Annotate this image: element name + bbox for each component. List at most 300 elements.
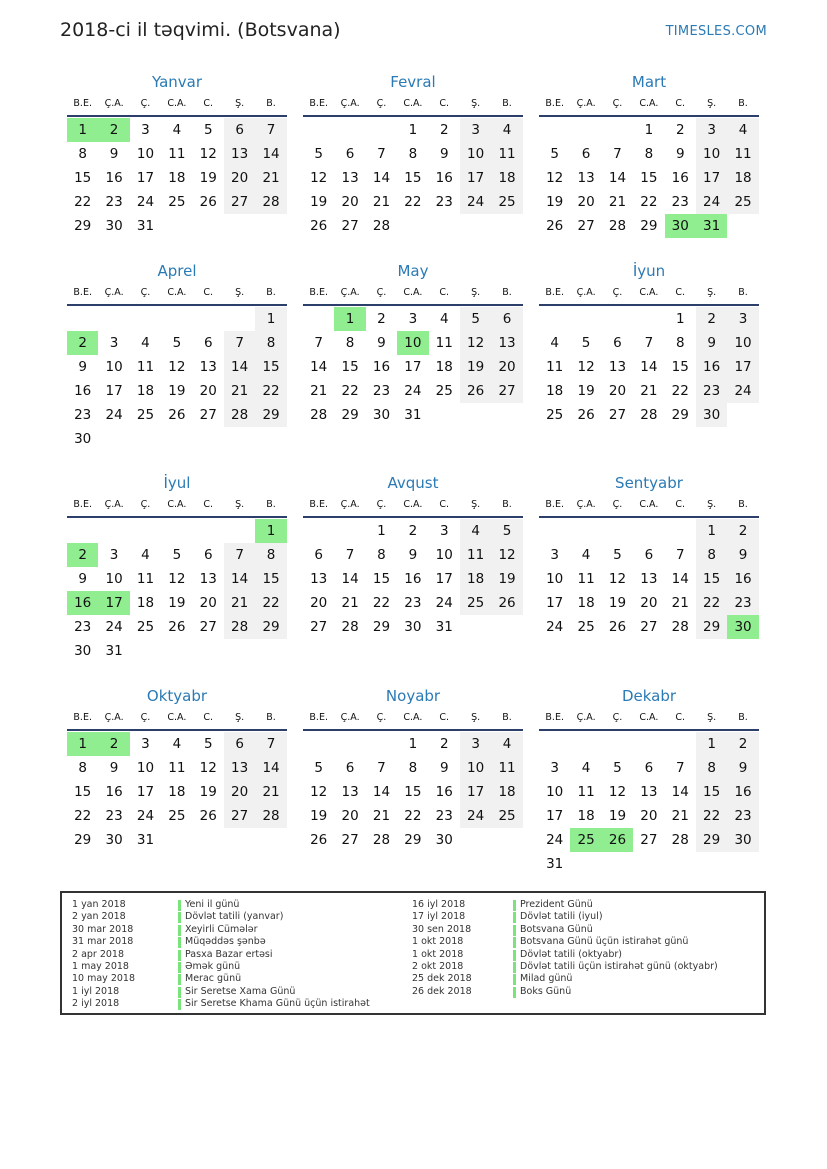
day-cell: 28	[671, 619, 689, 635]
empty-cell	[303, 732, 334, 756]
day-cell: 13	[199, 571, 217, 587]
day-cell: 9	[675, 146, 685, 162]
legend-date: 25 dek 2018	[412, 973, 472, 985]
weekday-label: Ç.A.	[576, 98, 596, 109]
legend-holiday-name: Əmək günü	[185, 960, 241, 972]
day-cell: 21	[671, 808, 689, 824]
week-row	[303, 591, 523, 615]
legend-marker	[513, 987, 516, 998]
day-cell: 15	[372, 571, 391, 587]
empty-cell	[460, 828, 491, 852]
day-cell: 19	[310, 808, 328, 824]
day-cell: 21	[255, 166, 286, 190]
day-cell: 17	[105, 383, 123, 399]
empty-cell	[491, 828, 522, 852]
weekday-header	[303, 286, 523, 306]
day-cell: 13	[224, 756, 255, 780]
day-cell: 1	[334, 307, 365, 331]
day-cell: 7	[314, 335, 323, 351]
empty-cell	[255, 828, 286, 852]
week-row	[67, 828, 287, 852]
empty-cell	[161, 639, 192, 663]
day-cell: 12	[460, 331, 491, 355]
weekday-label: Ç.A.	[576, 712, 596, 723]
day-cell: 2	[696, 307, 727, 331]
day-cell: 12	[168, 359, 186, 375]
day-cell: 18	[460, 567, 491, 591]
day-cell: 15	[696, 780, 727, 804]
day-cell: 27	[577, 218, 595, 234]
weekday-label: C.	[439, 287, 450, 298]
day-cell: 19	[199, 170, 217, 186]
legend-holiday-name: Xeyirli Cümələr	[185, 923, 258, 935]
day-cell: 11	[460, 543, 491, 567]
day-cell: 9	[408, 547, 418, 563]
weekday-label: C.A.	[639, 287, 659, 298]
legend-marker	[513, 937, 516, 948]
day-cell: 27	[640, 832, 658, 848]
day-cell: 11	[546, 359, 564, 375]
day-cell: 3	[460, 732, 491, 756]
day-cell: 7	[345, 547, 355, 563]
day-cell: 21	[341, 595, 359, 611]
week-row	[539, 567, 759, 591]
week-row	[67, 379, 287, 403]
weekday-label: Ç.	[140, 712, 151, 723]
empty-cell	[224, 214, 255, 238]
day-cell: 4	[581, 547, 591, 563]
legend-holiday-name: Milad günü	[520, 973, 573, 985]
day-cell: 4	[550, 335, 559, 351]
week-row	[539, 804, 759, 828]
weekday-label: C.	[439, 98, 450, 109]
day-cell: 11	[136, 571, 155, 587]
day-cell: 1	[67, 118, 98, 142]
day-cell: 1	[255, 307, 286, 331]
day-cell: 14	[671, 784, 689, 800]
month-name: Fevral	[390, 73, 436, 91]
week-row	[303, 214, 523, 238]
legend-holiday-name: Sir Seretse Khama Günü üçün istirahət	[185, 998, 370, 1010]
day-cell: 8	[377, 547, 386, 563]
holiday-legend	[60, 891, 766, 1015]
day-cell: 29	[640, 218, 658, 234]
day-cell: 25	[577, 619, 595, 635]
empty-cell	[130, 519, 161, 543]
day-cell: 23	[74, 407, 92, 423]
weekday-header	[539, 498, 759, 518]
legend-holiday-name: Dövlət tatili üçün istirahət günü (oktyabr)	[520, 960, 718, 972]
weekday-label: C.A.	[639, 712, 659, 723]
weekday-label: Ş.	[707, 287, 717, 298]
day-cell: 11	[491, 756, 522, 780]
month-block	[539, 72, 759, 238]
weekday-label: B.	[502, 499, 512, 510]
weekday-label: Ç.	[376, 499, 387, 510]
day-cell: 5	[172, 335, 182, 351]
empty-cell	[193, 639, 224, 663]
day-cell: 23	[671, 194, 689, 210]
day-cell: 20	[224, 166, 255, 190]
weekday-label: B.E.	[73, 287, 92, 298]
month-name: Avqust	[387, 474, 439, 492]
weekday-label: Ç.	[612, 287, 623, 298]
day-cell: 16	[727, 780, 758, 804]
day-cell: 12	[608, 784, 627, 800]
weekday-label: Ç.A.	[340, 712, 360, 723]
empty-cell	[224, 307, 255, 331]
empty-cell	[665, 732, 696, 756]
week-row	[303, 780, 523, 804]
weekday-label: B.E.	[309, 712, 328, 723]
day-cell: 6	[203, 547, 213, 563]
day-cell: 4	[491, 118, 522, 142]
day-cell: 17	[136, 784, 155, 800]
weekday-label: Ç.	[376, 98, 387, 109]
empty-cell	[602, 519, 633, 543]
day-cell: 31	[136, 218, 155, 234]
day-cell: 29	[341, 407, 359, 423]
empty-cell	[570, 732, 601, 756]
day-cell: 30	[74, 431, 92, 447]
day-cell: 21	[310, 383, 328, 399]
day-cell: 8	[408, 760, 418, 776]
day-cell: 14	[341, 571, 359, 587]
day-cell: 10	[546, 784, 564, 800]
day-cell: 6	[345, 146, 355, 162]
day-cell: 23	[404, 595, 422, 611]
day-cell: 2	[67, 331, 98, 355]
day-cell: 19	[608, 808, 627, 824]
day-cell: 28	[255, 190, 286, 214]
week-row	[539, 355, 759, 379]
day-cell: 6	[644, 547, 654, 563]
legend-marker	[513, 974, 516, 985]
weekday-label: Ş.	[707, 712, 717, 723]
day-cell: 12	[608, 571, 627, 587]
empty-cell	[67, 307, 98, 331]
day-cell: 23	[727, 804, 758, 828]
day-cell: 7	[224, 331, 255, 355]
empty-cell	[727, 852, 758, 876]
weekday-label: B.E.	[545, 98, 564, 109]
day-cell: 31	[546, 856, 564, 872]
month-block	[303, 72, 523, 238]
weekday-label: Ç.	[376, 287, 387, 298]
day-cell: 29	[696, 828, 727, 852]
day-cell: 28	[255, 804, 286, 828]
legend-date: 1 okt 2018	[412, 936, 464, 948]
day-cell: 15	[255, 355, 286, 379]
day-cell: 16	[671, 170, 689, 186]
day-cell: 29	[372, 619, 391, 635]
day-cell: 10	[727, 331, 758, 355]
legend-item	[72, 924, 402, 936]
week-row	[67, 615, 287, 639]
empty-cell	[161, 427, 192, 451]
day-cell: 5	[314, 760, 323, 776]
day-cell: 15	[74, 784, 92, 800]
day-cell: 17	[435, 571, 453, 587]
weekday-label: Ç.	[140, 499, 151, 510]
day-cell: 4	[727, 118, 758, 142]
month-block	[67, 473, 287, 663]
empty-cell	[633, 307, 664, 331]
day-cell: 16	[404, 571, 422, 587]
day-cell: 6	[644, 760, 654, 776]
day-cell: 19	[168, 595, 186, 611]
day-cell: 15	[74, 170, 92, 186]
empty-cell	[429, 403, 460, 427]
day-cell: 29	[696, 615, 727, 639]
day-cell: 8	[675, 335, 685, 351]
day-cell: 2	[439, 736, 449, 752]
week-row	[67, 639, 287, 663]
empty-cell	[161, 519, 192, 543]
week-row	[539, 118, 759, 142]
empty-cell	[130, 307, 161, 331]
day-cell: 2	[408, 523, 418, 539]
day-cell: 27	[310, 619, 328, 635]
empty-cell	[727, 214, 758, 238]
week-row	[303, 543, 523, 567]
weekday-label: Ş.	[471, 712, 481, 723]
day-cell: 6	[203, 335, 213, 351]
day-cell: 17	[727, 355, 758, 379]
day-cell: 11	[168, 760, 186, 776]
legend-holiday-name: Yeni il günü	[185, 899, 240, 910]
day-cell: 26	[310, 218, 328, 234]
day-cell: 28	[640, 407, 658, 423]
day-cell: 20	[640, 595, 658, 611]
day-cell: 6	[314, 547, 323, 563]
day-cell: 20	[199, 383, 217, 399]
day-cell: 9	[727, 756, 758, 780]
day-cell: 24	[546, 832, 564, 848]
day-cell: 2	[98, 118, 129, 142]
brand-link[interactable]: TIMESLES.COM	[665, 24, 767, 39]
empty-cell	[130, 427, 161, 451]
day-cell: 27	[491, 379, 522, 403]
legend-marker	[178, 987, 181, 998]
month-block	[67, 72, 287, 238]
day-cell: 3	[696, 118, 727, 142]
week-row	[539, 403, 759, 427]
empty-cell	[98, 427, 129, 451]
weekday-label: Ç.	[612, 98, 623, 109]
day-cell: 4	[491, 732, 522, 756]
day-cell: 31	[136, 832, 155, 848]
weekday-label: C.	[439, 499, 450, 510]
day-cell: 21	[224, 591, 255, 615]
weekday-label: C.	[675, 287, 686, 298]
day-cell: 17	[696, 166, 727, 190]
day-cell: 26	[199, 194, 217, 210]
day-cell: 25	[168, 194, 186, 210]
day-cell: 31	[696, 214, 727, 238]
empty-cell	[491, 615, 522, 639]
legend-marker	[178, 962, 181, 973]
day-cell: 26	[168, 619, 186, 635]
weekday-label: B.	[266, 98, 276, 109]
day-cell: 27	[341, 832, 359, 848]
day-cell: 25	[460, 591, 491, 615]
day-cell: 10	[696, 142, 727, 166]
weekday-label: Ç.A.	[340, 499, 360, 510]
weekday-label: Ç.A.	[104, 499, 124, 510]
weekday-label: Ç.	[140, 98, 151, 109]
weekday-label: Ç.	[140, 287, 151, 298]
empty-cell	[539, 118, 570, 142]
weekday-label: B.E.	[73, 712, 92, 723]
day-cell: 24	[727, 379, 758, 403]
weekday-label: Ç.A.	[104, 712, 124, 723]
day-cell: 17	[98, 591, 129, 615]
day-cell: 6	[224, 118, 255, 142]
day-cell: 15	[404, 170, 422, 186]
day-cell: 28	[341, 619, 359, 635]
day-cell: 25	[570, 828, 601, 852]
page-title: 2018-ci il təqvimi. (Botsvana)	[60, 19, 341, 41]
weekday-label: C.	[203, 287, 214, 298]
day-cell: 8	[408, 146, 418, 162]
day-cell: 15	[404, 784, 422, 800]
day-cell: 11	[577, 571, 595, 587]
day-cell: 19	[577, 383, 595, 399]
legend-date: 1 yan 2018	[72, 899, 126, 910]
legend-item	[412, 973, 762, 985]
day-cell: 2	[727, 732, 758, 756]
day-cell: 29	[255, 615, 286, 639]
day-cell: 28	[372, 832, 391, 848]
day-cell: 22	[696, 804, 727, 828]
day-cell: 20	[640, 808, 658, 824]
week-row	[67, 567, 287, 591]
empty-cell	[193, 214, 224, 238]
day-cell: 28	[608, 218, 627, 234]
day-cell: 4	[141, 335, 150, 351]
empty-cell	[130, 639, 161, 663]
legend-item	[412, 924, 762, 936]
empty-cell	[224, 639, 255, 663]
empty-cell	[429, 214, 460, 238]
day-cell: 14	[608, 170, 627, 186]
day-cell: 26	[460, 379, 491, 403]
day-cell: 30	[372, 407, 391, 423]
legend-marker	[178, 999, 181, 1010]
month-name: Noyabr	[385, 687, 441, 705]
weekday-label: B.E.	[309, 287, 328, 298]
empty-cell	[366, 118, 397, 142]
weekday-label: Ç.A.	[104, 98, 124, 109]
day-cell: 25	[727, 190, 758, 214]
day-cell: 4	[172, 736, 182, 752]
legend-marker	[178, 900, 181, 911]
empty-cell	[161, 828, 192, 852]
weekday-label: B.E.	[73, 98, 92, 109]
day-cell: 1	[644, 122, 654, 138]
week-row	[303, 331, 523, 355]
day-cell: 23	[105, 194, 123, 210]
day-cell: 13	[608, 359, 627, 375]
weekday-label: Ş.	[235, 287, 245, 298]
day-cell: 15	[255, 567, 286, 591]
day-cell: 9	[439, 760, 449, 776]
day-cell: 16	[74, 383, 92, 399]
weekday-label: C.	[203, 499, 214, 510]
month-block	[67, 686, 287, 852]
week-row	[539, 142, 759, 166]
day-cell: 7	[377, 760, 386, 776]
day-cell: 24	[105, 407, 123, 423]
weekday-label: B.	[738, 499, 748, 510]
weekday-header	[67, 286, 287, 306]
empty-cell	[633, 519, 664, 543]
day-cell: 5	[581, 335, 591, 351]
day-cell: 6	[613, 335, 622, 351]
day-cell: 12	[168, 571, 186, 587]
day-cell: 21	[372, 194, 391, 210]
week-row	[539, 852, 759, 876]
day-cell: 8	[255, 331, 286, 355]
weekday-label: B.	[502, 712, 512, 723]
week-row	[67, 190, 287, 214]
day-cell: 2	[377, 311, 386, 327]
day-cell: 29	[671, 407, 689, 423]
weekday-label: B.E.	[545, 499, 564, 510]
empty-cell	[602, 732, 633, 756]
legend-item	[72, 998, 402, 1010]
empty-cell	[665, 852, 696, 876]
legend-item	[72, 936, 402, 948]
weekday-label: C.	[675, 98, 686, 109]
day-cell: 6	[491, 307, 522, 331]
empty-cell	[460, 214, 491, 238]
day-cell: 7	[224, 543, 255, 567]
day-cell: 30	[727, 828, 758, 852]
day-cell: 18	[491, 166, 522, 190]
week-row	[67, 543, 287, 567]
legend-item	[72, 986, 402, 998]
day-cell: 8	[696, 756, 727, 780]
weekday-label: C.A.	[167, 712, 187, 723]
empty-cell	[193, 427, 224, 451]
day-cell: 21	[608, 194, 627, 210]
day-cell: 5	[613, 760, 622, 776]
day-cell: 7	[675, 547, 685, 563]
weekday-label: Ç.	[376, 712, 387, 723]
day-cell: 10	[435, 547, 453, 563]
day-cell: 24	[460, 190, 491, 214]
legend-item	[412, 949, 762, 961]
day-cell: 5	[491, 519, 522, 543]
day-cell: 18	[136, 383, 155, 399]
empty-cell	[460, 403, 491, 427]
day-cell: 22	[74, 194, 92, 210]
day-cell: 6	[581, 146, 591, 162]
legend-holiday-name: Sir Seretse Xama Günü	[185, 985, 296, 997]
day-cell: 2	[98, 732, 129, 756]
day-cell: 13	[491, 331, 522, 355]
weekday-label: Ç.	[612, 712, 623, 723]
legend-holiday-name: Dövlət tatili (oktyabr)	[520, 948, 623, 960]
legend-holiday-name: Boks Günü	[520, 985, 572, 997]
day-cell: 28	[224, 615, 255, 639]
day-cell: 22	[640, 194, 658, 210]
day-cell: 1	[377, 523, 386, 539]
day-cell: 15	[671, 359, 689, 375]
week-row	[539, 615, 759, 639]
